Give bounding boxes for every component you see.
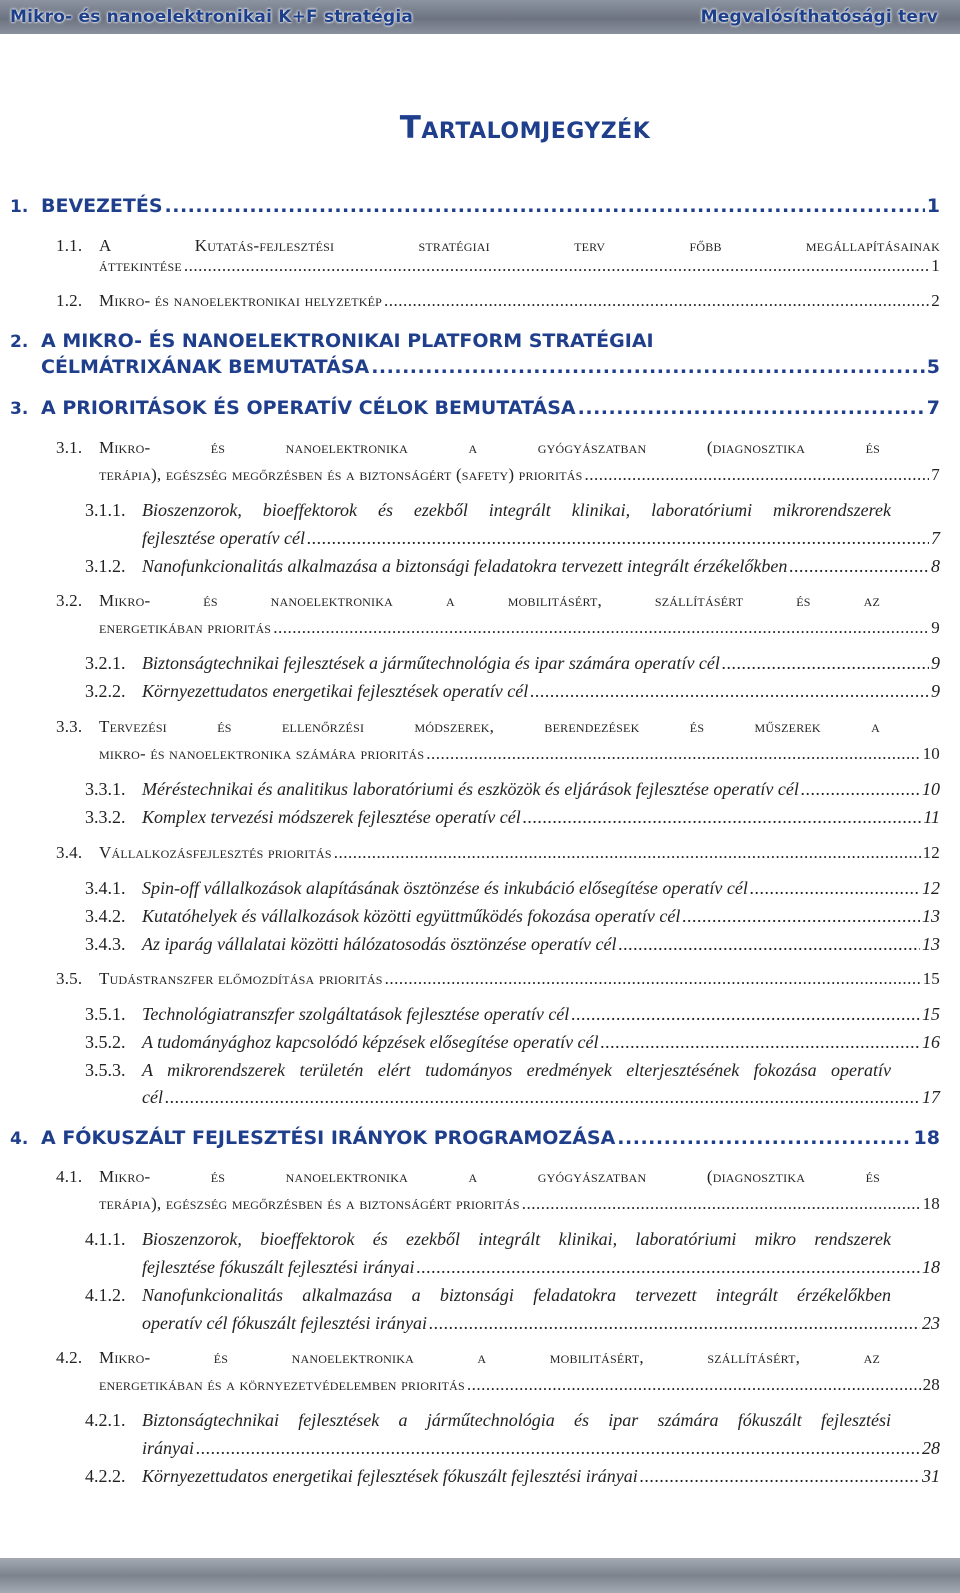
page-number: 17 [922, 1087, 940, 1107]
page-number: 23 [922, 1313, 940, 1333]
toc-entry-3-5-3-cont: cél ..... 17 [85, 1087, 940, 1108]
page-number: 2 [931, 291, 940, 310]
toc-entry-3-4-1[interactable]: 3.4.1. Spin-off vállalkozások alapításának ösztönzése és inkubáció elősegítése operatív cél ..... 12 [85, 878, 940, 899]
toc-entry-3-1[interactable]: 3.1. Mikro- és nanoelektronika a gyógyászatban (diagnosztika és [56, 438, 880, 457]
toc-entry-3-3-1[interactable]: 3.3.1. Méréstechnikai és analitikus laboratóriumi és eszközök és eljárások fejlesztése operatív cél ..... 10 [85, 779, 940, 800]
toc-entry-3-5-2[interactable]: 3.5.2. A tudományághoz kapcsolódó képzések elősegítése operatív cél ..... 16 [85, 1032, 940, 1053]
toc-entry-3-2[interactable]: 3.2. Mikro- és nanoelektronika a mobilitásért, szállításért és az [56, 591, 880, 610]
toc-entry-4-1-1[interactable]: 4.1.1. Bioszenzorok, bioeffektorok és ezekből integrált klinikai, laboratóriumi mikro rendszerek [85, 1229, 891, 1249]
toc-entry-3-1-2[interactable]: 3.1.2. Nanofunkcionalitás alkalmazása a biztonsági feladatokra tervezett integrált érzékelőkben ..... 8 [85, 556, 940, 577]
toc-entry-3-4[interactable]: 3.4. Vállalkozásfejlesztés prioritás ..... 12 [56, 843, 940, 863]
toc-entry-4-2-2[interactable]: 4.2.2. Környezettudatos energetikai fejlesztések fókuszált fejlesztési irányai ..... 31 [85, 1466, 940, 1487]
page-number: 13 [922, 906, 940, 926]
toc-entry-4-2-1[interactable]: 4.2.1. Biztonságtechnikai fejlesztések a járműtechnológia és ipar számára fókuszált fejlesztési [85, 1410, 891, 1430]
toc-entry-3-2-2[interactable]: 3.2.2. Környezettudatos energetikai fejlesztések operatív cél ..... 9 [85, 681, 940, 702]
toc-entry-4-1-2[interactable]: 4.1.2. Nanofunkcionalitás alkalmazása a biztonsági feladatokra tervezett integrált érzékelőkben [85, 1285, 891, 1305]
page-number: 12 [922, 878, 940, 898]
page-number: 28 [922, 1438, 940, 1458]
page-number: 7 [931, 528, 940, 548]
page-number: 7 [926, 397, 940, 419]
toc-entry-3-4-3[interactable]: 3.4.3. Az iparág vállalatai közötti hálózatosodás ösztönzése operatív cél ..... 13 [85, 934, 940, 955]
toc-entry-4-1-1-cont: fejlesztése fókuszált fejlesztési irányai ..... 18 [85, 1257, 940, 1278]
toc-entry-4-2[interactable]: 4.2. Mikro- és nanoelektronika a mobilitásért, szállításért, az [56, 1348, 880, 1367]
page-number: 1 [931, 256, 940, 275]
toc-entry-3-1-1-cont: fejlesztése operatív cél ..... 7 [85, 528, 940, 549]
running-header [0, 0, 960, 34]
toc-entry-3-5-3[interactable]: 3.5.3. A mikrorendszerek területén elért tudományos eredmények elterjesztésének fokozása operatív [85, 1060, 891, 1080]
toc-entry-1-1[interactable]: 1.1. A Kutatás-fejlesztési stratégiai terv főbb megállapításainak áttekintése ..... 1 [56, 236, 940, 276]
page-number: 5 [926, 356, 940, 378]
toc-entry-3-3-2[interactable]: 3.3.2. Komplex tervezési módszerek fejlesztése operatív cél ..... 11 [85, 807, 940, 828]
page-number: 31 [922, 1466, 940, 1486]
toc-entry-3-4-2[interactable]: 3.4.2. Kutatóhelyek és vállalkozások közötti együttműködés fokozása operatív cél ..... 13 [85, 906, 940, 927]
toc-entry-3-2-cont: energetikában prioritás ..... 9 [56, 618, 940, 638]
page-number: 10 [922, 779, 940, 799]
toc-entry-3-3[interactable]: 3.3. Tervezési és ellenőrzési módszerek, berendezések és műszerek a [56, 717, 880, 736]
page-number: 28 [922, 1375, 940, 1394]
toc-entry-3-1-cont: terápia), egészség megőrzésben és a biztonságért (safety) prioritás ..... 7 [56, 465, 940, 485]
page-number: 7 [931, 465, 940, 484]
header-left-title: Mikro- és nanoelektronikai K+F stratégia [10, 7, 414, 27]
toc-entry-1-2[interactable]: 1.2. Mikro- és nanoelektronikai helyzetkép ..... 2 [56, 291, 940, 311]
toc-entry-3[interactable]: 3. A PRIORITÁSOK ÉS OPERATÍV CÉLOK BEMUTATÁSA ..... 7 [10, 397, 940, 419]
page-number: 13 [922, 934, 940, 954]
page-number: 1 [926, 195, 940, 217]
page-number: 8 [931, 556, 940, 576]
page-number: 10 [922, 744, 940, 763]
toc-entry-3-2-1[interactable]: 3.2.1. Biztonságtechnikai fejlesztések a járműtechnológia és ipar számára operatív cél ..... 9 [85, 653, 940, 674]
page-number: 18 [922, 1257, 940, 1277]
page-number: 16 [922, 1032, 940, 1052]
page-number: 18 [913, 1127, 940, 1149]
footer-bar [0, 1558, 960, 1593]
toc-entry-4-1-cont: terápia), egészség megőrzésben és a biztonságért prioritás ..... 18 [56, 1194, 940, 1214]
page-number: 15 [922, 1004, 940, 1024]
page-number: 18 [922, 1194, 940, 1213]
page-number: 9 [931, 618, 940, 637]
page-number: 12 [922, 843, 940, 862]
toc-entry-4[interactable]: 4. A FÓKUSZÁLT FEJLESZTÉSI IRÁNYOK PROGRAMOZÁSA ..... 18 [10, 1127, 940, 1149]
toc-entry-4-2-cont: energetikában és a környezetvédelemben prioritás ..... 28 [56, 1375, 940, 1395]
header-right-title: Megvalósíthatósági terv [700, 7, 938, 27]
toc-entry-3-5[interactable]: 3.5. Tudástranszfer előmozdítása prioritás ..... 15 [56, 969, 940, 989]
toc-entry-2[interactable]: 2. A MIKRO- ÉS NANOELEKTRONIKAI PLATFORM STRATÉGIAI CÉLMÁTRIXÁNAK BEMUTATÁSA ..... 5 [10, 330, 940, 378]
toc-entry-3-1-1[interactable]: 3.1.1. Bioszenzorok, bioeffektorok és ezekből integrált klinikai, laboratóriumi mikrorendszerek [85, 500, 891, 520]
page-number: 9 [931, 653, 940, 673]
toc-entry-3-5-1[interactable]: 3.5.1. Technológiatranszfer szolgáltatások fejlesztése operatív cél ..... 15 [85, 1004, 940, 1025]
toc-entry-1[interactable]: 1. BEVEZETÉS ..... 1 [10, 195, 940, 217]
toc-entry-4-1-2-cont: operatív cél fókuszált fejlesztési irányai ..... 23 [85, 1313, 940, 1334]
toc-entry-3-3-cont: mikro- és nanoelektronika számára prioritás ..... 10 [56, 744, 940, 764]
page-number: 9 [931, 681, 940, 701]
toc-entry-4-1[interactable]: 4.1. Mikro- és nanoelektronika a gyógyászatban (diagnosztika és [56, 1167, 880, 1186]
page-title: Tartalomjegyzék [399, 110, 651, 146]
page-number: 15 [922, 969, 940, 988]
toc-entry-4-2-1-cont: irányai ..... 28 [85, 1438, 940, 1459]
page-number: 11 [923, 807, 940, 827]
